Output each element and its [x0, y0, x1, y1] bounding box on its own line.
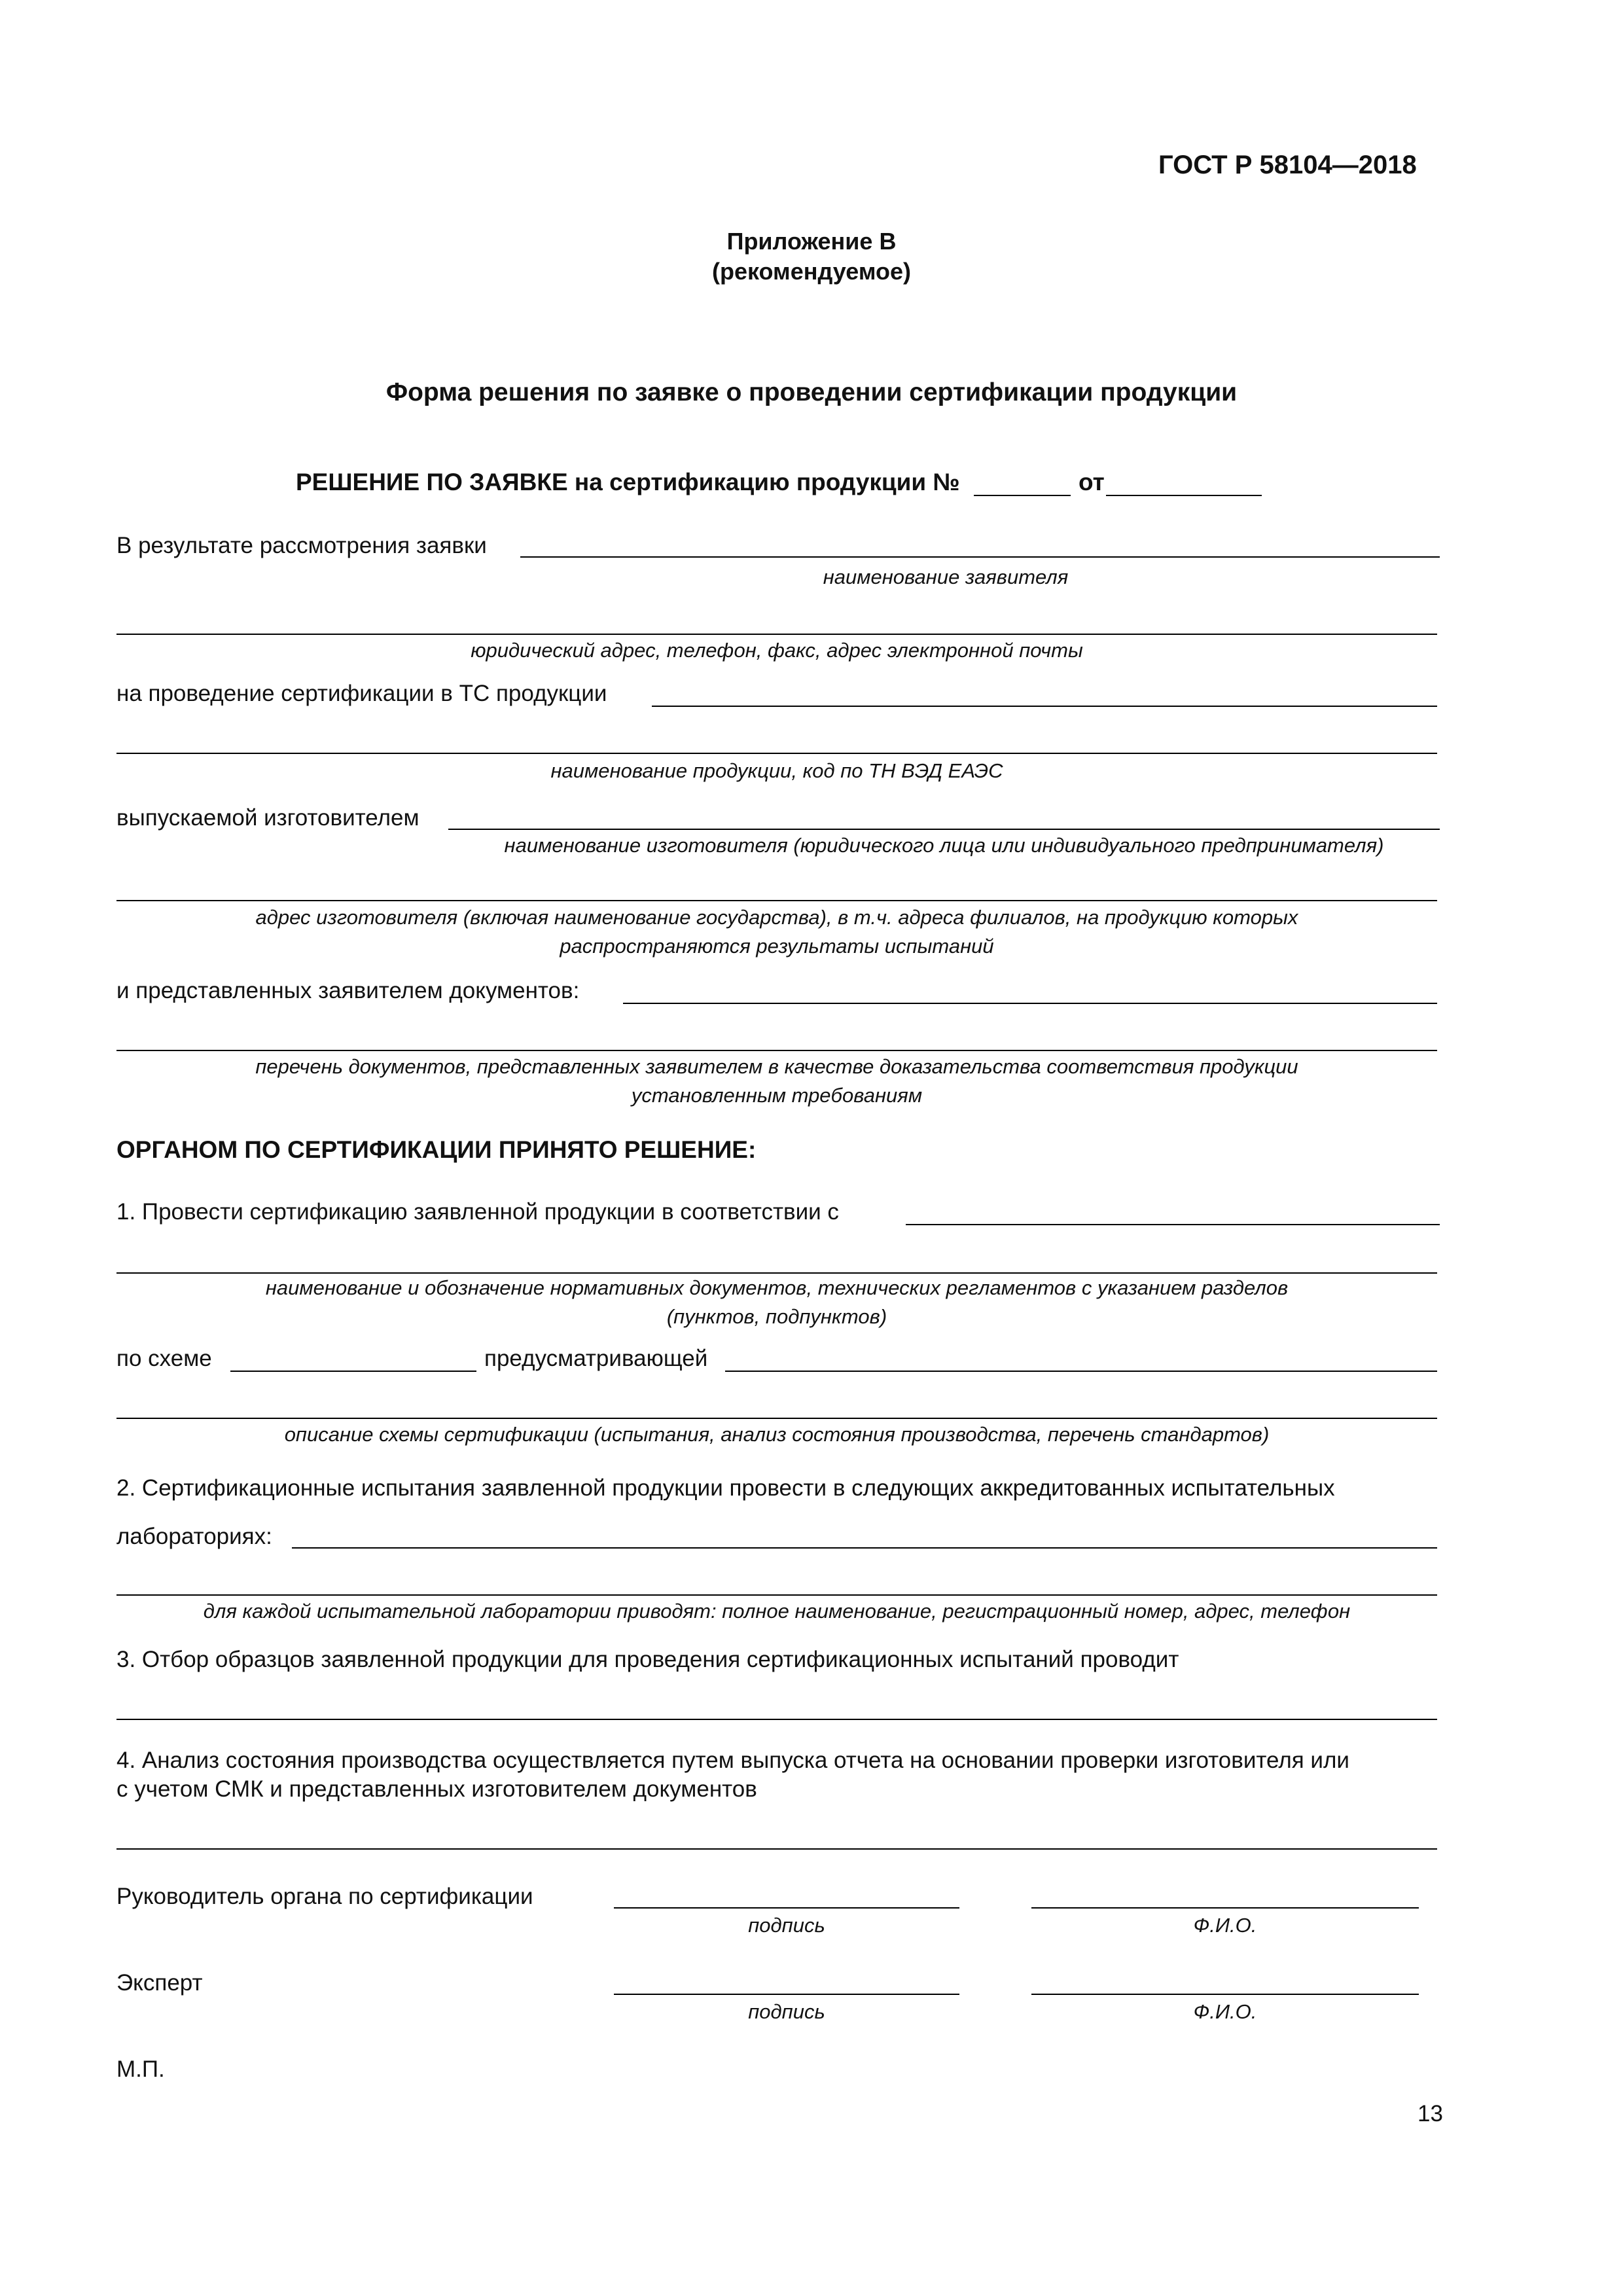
item-1-caption-2: (пунктов, подпунктов)	[666, 1305, 887, 1328]
documents-label: и представленных заявителем документов:	[116, 978, 580, 1003]
expert-signature-field[interactable]	[614, 1994, 959, 1995]
expert-name-caption: Ф.И.О.	[1193, 2000, 1257, 2023]
item-4-text-line-1: 4. Анализ состояния производства осуществляется путем выпуска отчета на основании проверки изготовителя или	[116, 1748, 1349, 1773]
item-4-text-line-2: с учетом СМК и представленных изготовителем документов	[116, 1776, 757, 1802]
item-2-text-line-2: лабораториях:	[116, 1524, 272, 1549]
item-2-caption: для каждой испытательной лаборатории приводят: полное наименование, регистрационный номер, адрес, телефон	[203, 1600, 1351, 1623]
documents-caption-1: перечень документов, представленных заявителем в качестве доказательства соответствия продукции	[255, 1055, 1298, 1078]
head-name-field[interactable]	[1031, 1907, 1419, 1909]
expert-signature-caption: подпись	[748, 2000, 825, 2023]
head-signature-label: Руководитель органа по сертификации	[116, 1884, 533, 1909]
applicant-name-caption: наименование заявителя	[823, 565, 1069, 588]
decision-heading: РЕШЕНИЕ ПО ЗАЯВКЕ на сертификацию продукции №	[296, 469, 960, 495]
manufacturer-address-caption-1: адрес изготовителя (включая наименование государства), в т.ч. адреса филиалов, на продукцию которых	[255, 906, 1298, 929]
scheme-description-field-2[interactable]	[116, 1418, 1437, 1419]
head-signature-caption: подпись	[748, 1914, 825, 1937]
form-title: Форма решения по заявке о проведении сертификации продукции	[385, 378, 1238, 406]
standard-number: ГОСТ Р 58104—2018	[1158, 151, 1417, 179]
item-4-field[interactable]	[116, 1848, 1437, 1850]
number-field[interactable]	[974, 495, 1071, 496]
manufacturer-caption: наименование изготовителя (юридического лица или индивидуального предпринимателя)	[504, 834, 1384, 857]
application-review-label: В результате рассмотрения заявки	[116, 533, 487, 558]
head-name-caption: Ф.И.О.	[1193, 1914, 1257, 1937]
applicant-address-caption: юридический адрес, телефон, факс, адрес электронной почты	[471, 639, 1083, 662]
item-1-field-1[interactable]	[906, 1224, 1440, 1225]
decision-label: ОРГАНОМ ПО СЕРТИФИКАЦИИ ПРИНЯТО РЕШЕНИЕ:	[116, 1136, 757, 1163]
item-2-field-2[interactable]	[116, 1594, 1437, 1596]
certification-of-label: на проведение сертификации в ТС продукции	[116, 681, 607, 706]
documents-field-1[interactable]	[623, 1003, 1437, 1004]
item-1-text: 1. Провести сертификацию заявленной продукции в соответствии с	[116, 1199, 839, 1225]
item-3-text: 3. Отбор образцов заявленной продукции для проведения сертификационных испытаний проводит	[116, 1647, 1179, 1672]
stamp-label: М.П.	[116, 2056, 165, 2082]
date-field[interactable]	[1106, 495, 1262, 496]
item-3-field[interactable]	[116, 1719, 1437, 1720]
manufacturer-address-field[interactable]	[116, 900, 1437, 901]
appendix-status: (рекомендуемое)	[712, 258, 911, 285]
decision-date-label: от	[1079, 469, 1105, 495]
appendix-title: Приложение В	[726, 228, 897, 255]
item-1-field-2[interactable]	[116, 1272, 1437, 1274]
item-2-field-1[interactable]	[292, 1547, 1437, 1549]
scheme-field[interactable]	[230, 1371, 476, 1372]
item-1-caption-1: наименование и обозначение нормативных документов, технических регламентов с указанием разделов	[265, 1276, 1289, 1299]
page-number: 13	[1418, 2101, 1443, 2126]
scheme-label: по схеме	[116, 1346, 212, 1371]
expert-signature-label: Эксперт	[116, 1970, 203, 1996]
documents-caption-2: установленным требованиям	[631, 1084, 923, 1107]
documents-field-2[interactable]	[116, 1050, 1437, 1051]
product-field-2[interactable]	[116, 753, 1437, 754]
head-signature-field[interactable]	[614, 1907, 959, 1909]
product-field-1[interactable]	[652, 706, 1437, 707]
expert-name-field[interactable]	[1031, 1994, 1419, 1995]
scheme-provides-label: предусматривающей	[484, 1346, 708, 1371]
item-2-text-line-1: 2. Сертификационные испытания заявленной продукции провести в следующих аккредитованных испытательных	[116, 1475, 1335, 1501]
manufacturer-field[interactable]	[448, 829, 1440, 830]
manufacturer-address-caption-2: распространяются результаты испытаний	[560, 935, 994, 958]
scheme-caption: описание схемы сертификации (испытания, анализ состояния производства, перечень стандартов)	[284, 1423, 1270, 1446]
applicant-name-field[interactable]	[520, 556, 1440, 558]
manufacturer-label: выпускаемой изготовителем	[116, 805, 419, 831]
applicant-address-field[interactable]	[116, 634, 1437, 635]
product-caption: наименование продукции, код по ТН ВЭД ЕАЭС	[550, 759, 1003, 782]
scheme-description-field-1[interactable]	[725, 1371, 1437, 1372]
